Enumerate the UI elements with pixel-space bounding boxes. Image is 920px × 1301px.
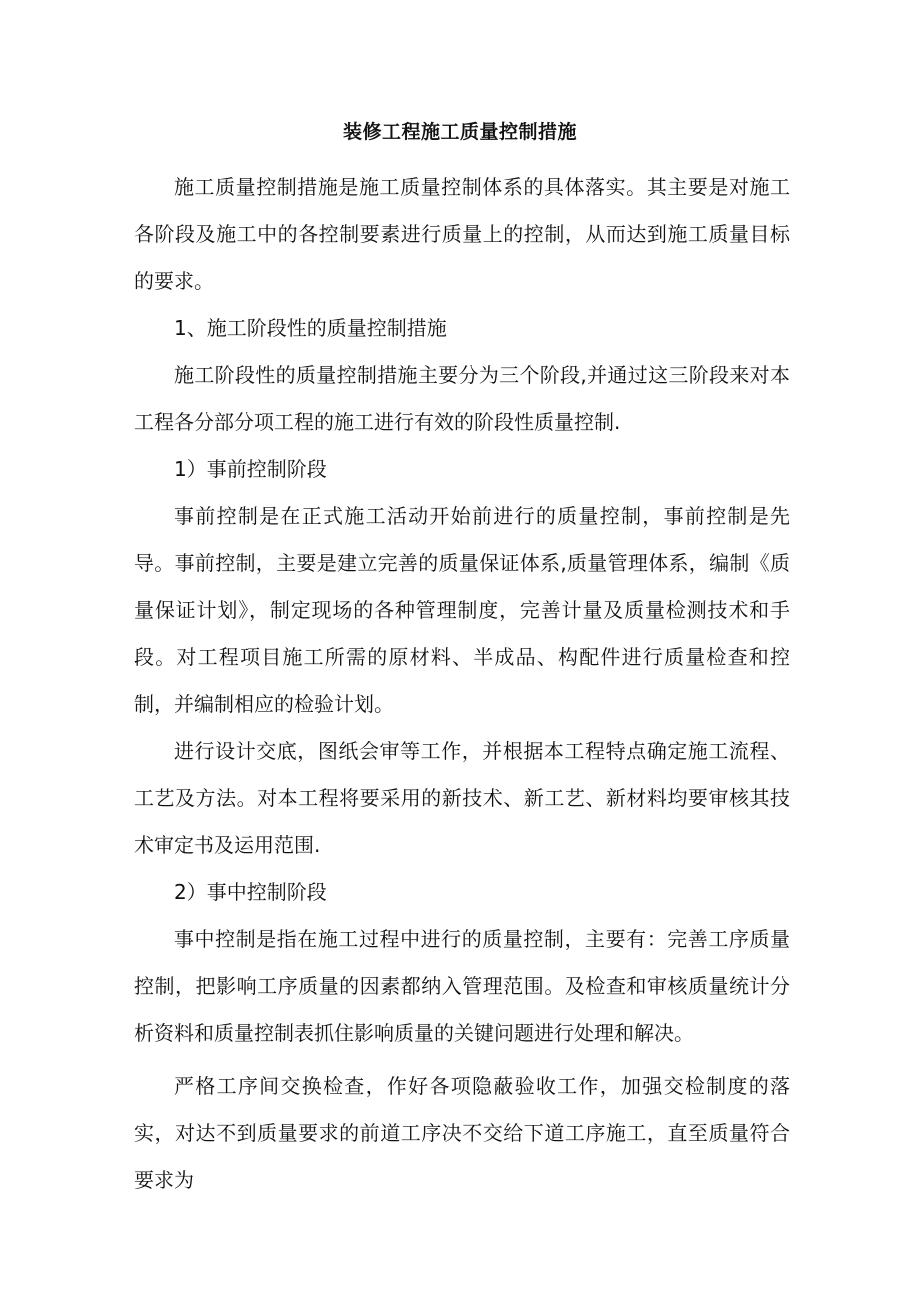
subsection-heading-in-process-control: 2）事中控制阶段: [174, 880, 327, 904]
document-body: [134, 164, 790, 1204]
document-title: 装修工程施工质量控制措施: [342, 121, 577, 143]
section-heading-1: 1、施工阶段性的质量控制措施: [174, 316, 447, 340]
paragraph-intro: 施工质量控制措施是施工质量控制体系的具体落实。其主要是对施工各阶段及施工中的各控制要素进行质量上的控制，从而达到施工质量目标的要求。: [134, 175, 790, 293]
paragraph-inspection: 严格工序间交换检查，作好各项隐蔽验收工作，加强交检制度的落实，对达不到质量要求的前道工序决不交给下道工序施工，直至质量符合要求为: [134, 1074, 790, 1192]
paragraph-design-review: 进行设计交底，图纸会审等工作，并根据本工程特点确定施工流程、工艺及方法。对本工程将要采用的新技术、新工艺、新材料均要审核其技术审定书及运用范围.: [134, 739, 790, 857]
subsection-heading-pre-control: 1）事前控制阶段: [174, 457, 327, 481]
paragraph-pre-control: 事前控制是在正式施工活动开始前进行的质量控制，事前控制是先导。事前控制，主要是建立完善的质量保证体系,质量管理体系，编制《质量保证计划》，制定现场的各种管理制度，完善计量及质量检测技术和手段。对工程项目施工所需的原材料、半成品、构配件进行质量检查和控制，并编制相应的检验计划。: [134, 504, 790, 716]
paragraph-stages: 施工阶段性的质量控制措施主要分为三个阶段,并通过这三阶段来对本工程各分部分项工程的施工进行有效的阶段性质量控制.: [134, 363, 790, 434]
paragraph-in-process-control: 事中控制是指在施工过程中进行的质量控制，主要有：完善工序质量控制，把影响工序质量的因素都纳入管理范围。及检查和审核质量统计分析资料和质量控制表抓住影响质量的关键问题进行处理和解决。: [134, 927, 790, 1045]
